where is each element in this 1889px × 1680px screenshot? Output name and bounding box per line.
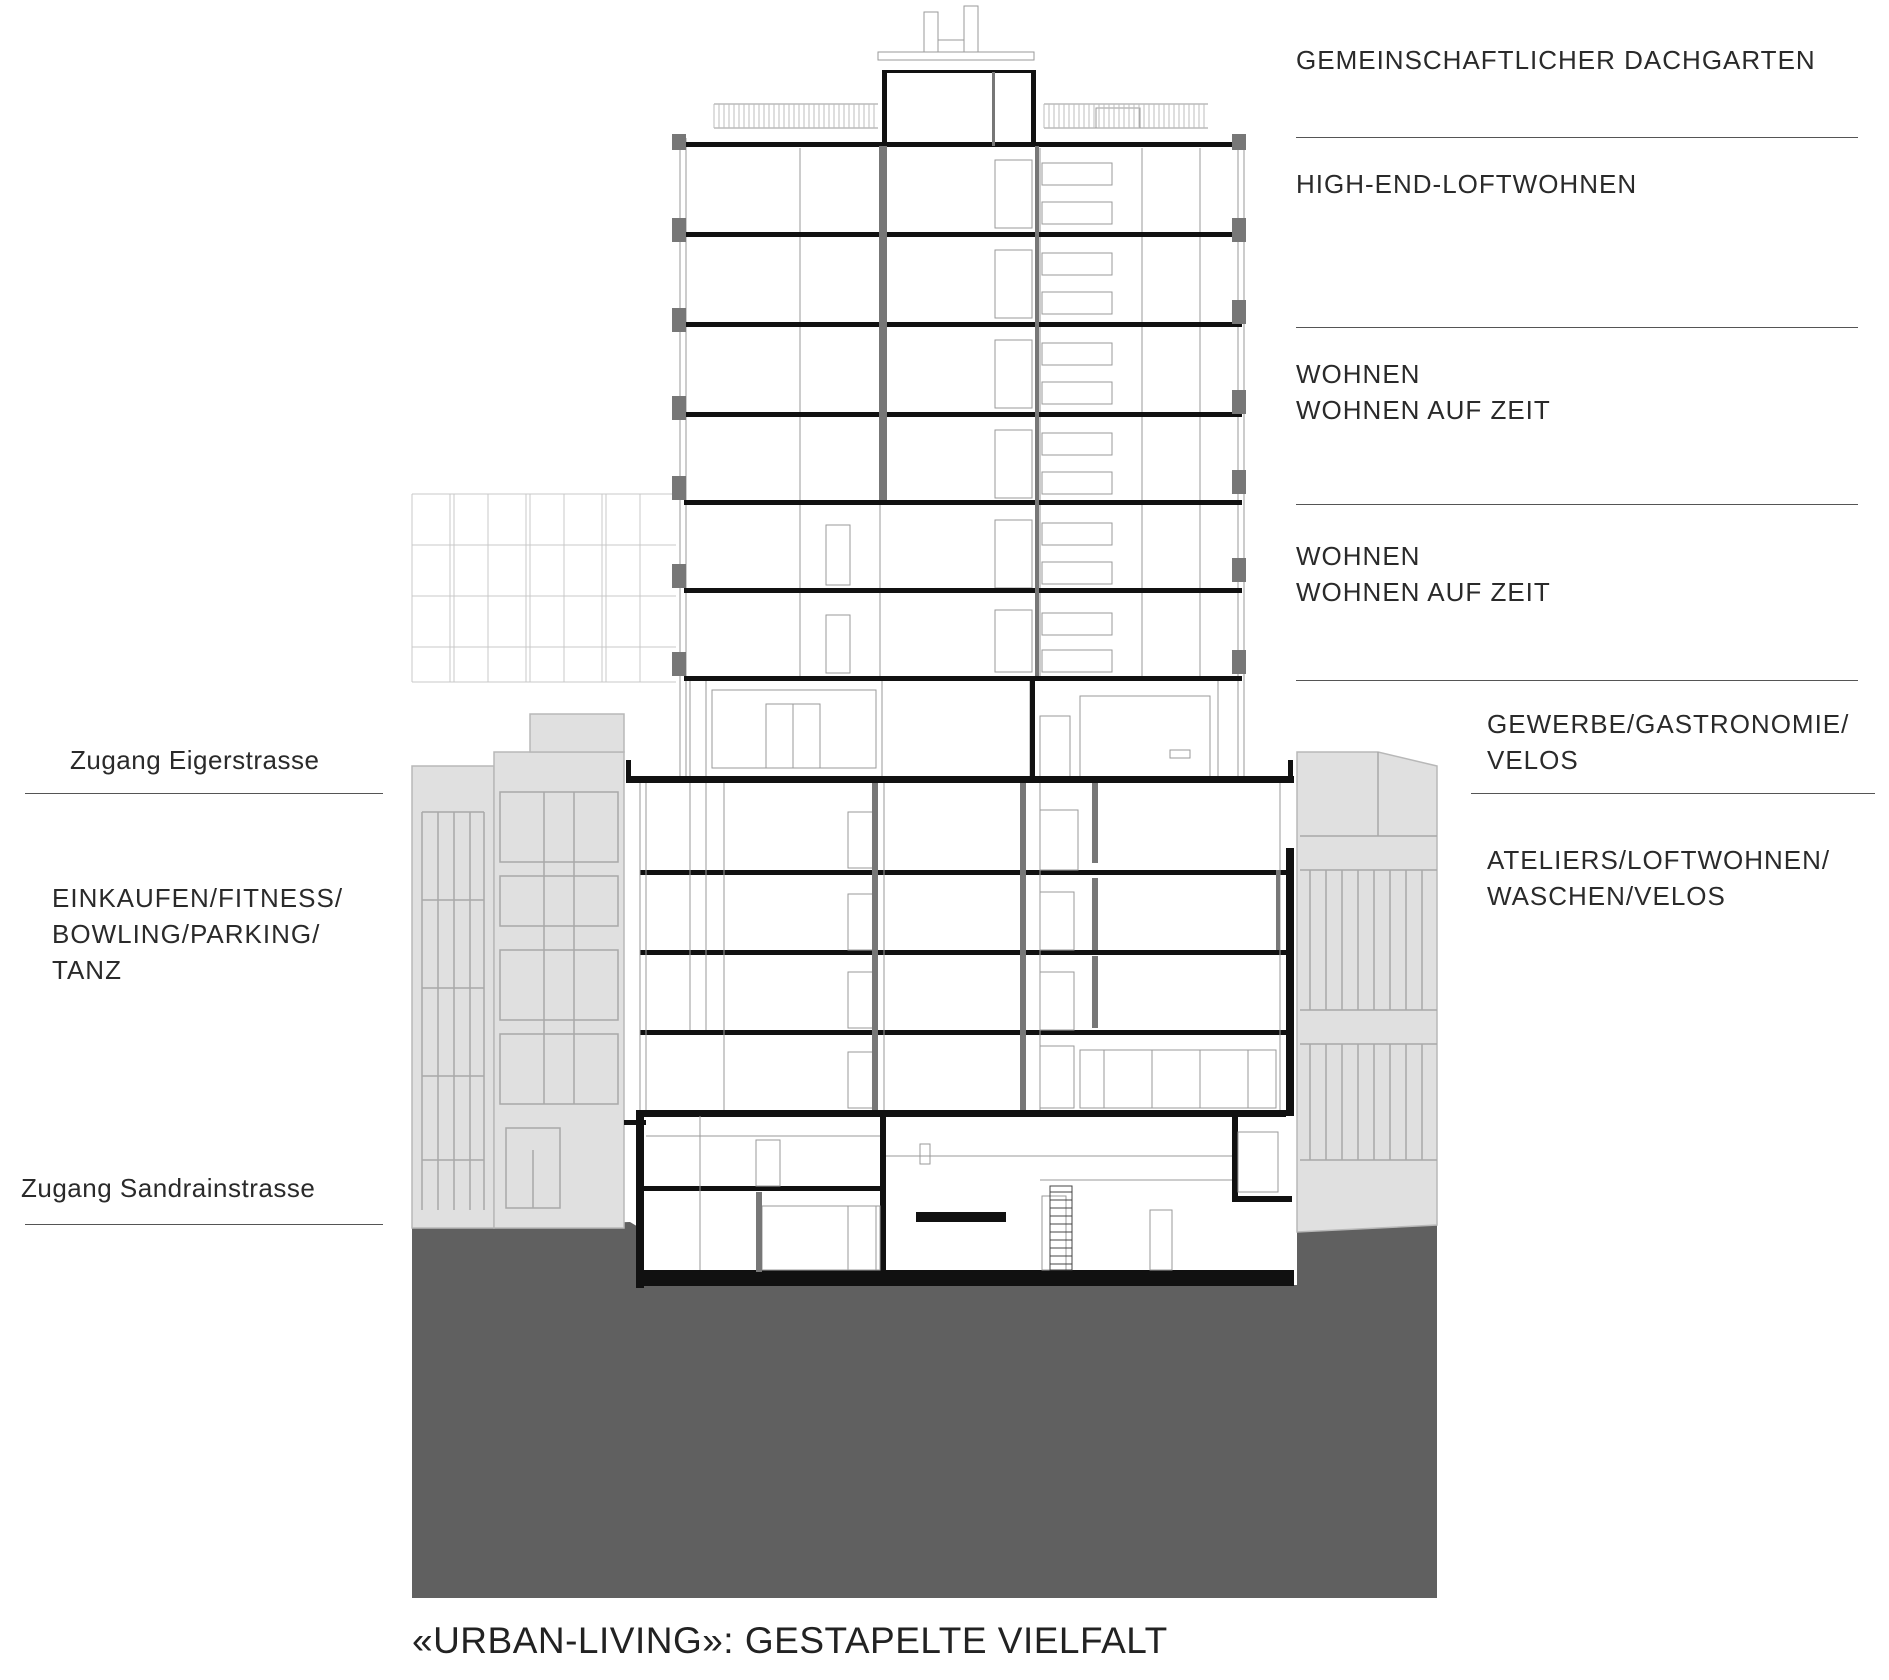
podium-gewerbe-level <box>690 681 1218 782</box>
label-wohnen-upper-line-2: WOHNEN AUF ZEIT <box>1296 395 1551 425</box>
label-einkaufen-line-1: EINKAUFEN/FITNESS/ <box>52 883 344 913</box>
label-dachgarten: GEMEINSCHAFTLICHER DACHGARTEN <box>1296 45 1816 75</box>
label-wohnen-lower <box>1296 538 1551 610</box>
label-zugang-eiger: Zugang Eigerstrasse <box>70 745 320 775</box>
label-ateliers <box>1487 842 1830 914</box>
background-facade-grid <box>412 494 676 682</box>
divider-dachgarten <box>1296 137 1858 138</box>
label-gewerbe-line-1: GEWERBE/GASTRONOMIE/ <box>1487 709 1850 739</box>
drawing-title: «URBAN-LIVING»: GESTAPELTE VIELFALT <box>412 1620 1168 1661</box>
divider-zugang-eiger <box>25 793 383 794</box>
label-wohnen-upper-line-1: WOHNEN <box>1296 359 1421 389</box>
label-loftwohnen: HIGH-END-LOFTWOHNEN <box>1296 169 1638 199</box>
podium-columns <box>756 783 1280 1272</box>
divider-wohnen-upper <box>1296 504 1858 505</box>
label-wohnen-lower-line-1: WOHNEN <box>1296 541 1421 571</box>
label-ateliers-line-1: ATELIERS/LOFTWOHNEN/ <box>1487 845 1831 875</box>
tower-structure <box>684 70 1242 681</box>
label-gewerbe-line-2: VELOS <box>1487 745 1579 775</box>
divider-wohnen-lower <box>1296 680 1858 681</box>
label-einkaufen-line-3: TANZ <box>52 955 122 985</box>
right-neighbor-building <box>1297 752 1437 1232</box>
divider-gewerbe <box>1471 793 1875 794</box>
tower-columns <box>672 72 1246 676</box>
label-wohnen-lower-line-2: WOHNEN AUF ZEIT <box>1296 577 1551 607</box>
label-wohnen-upper <box>1296 356 1551 428</box>
divider-loftwohnen <box>1296 327 1858 328</box>
left-neighbor-building <box>412 714 624 1228</box>
label-zugang-sandrain: Zugang Sandrainstrasse <box>21 1173 316 1203</box>
label-gewerbe <box>1487 706 1849 778</box>
basement-stair <box>1050 1186 1072 1270</box>
podium-interior-lines <box>640 783 1280 1270</box>
label-einkaufen <box>52 880 343 988</box>
label-einkaufen-line-2: BOWLING/PARKING/ <box>52 919 321 949</box>
label-ateliers-line-2: WASCHEN/VELOS <box>1487 881 1726 911</box>
divider-zugang-sandrain <box>25 1224 383 1225</box>
